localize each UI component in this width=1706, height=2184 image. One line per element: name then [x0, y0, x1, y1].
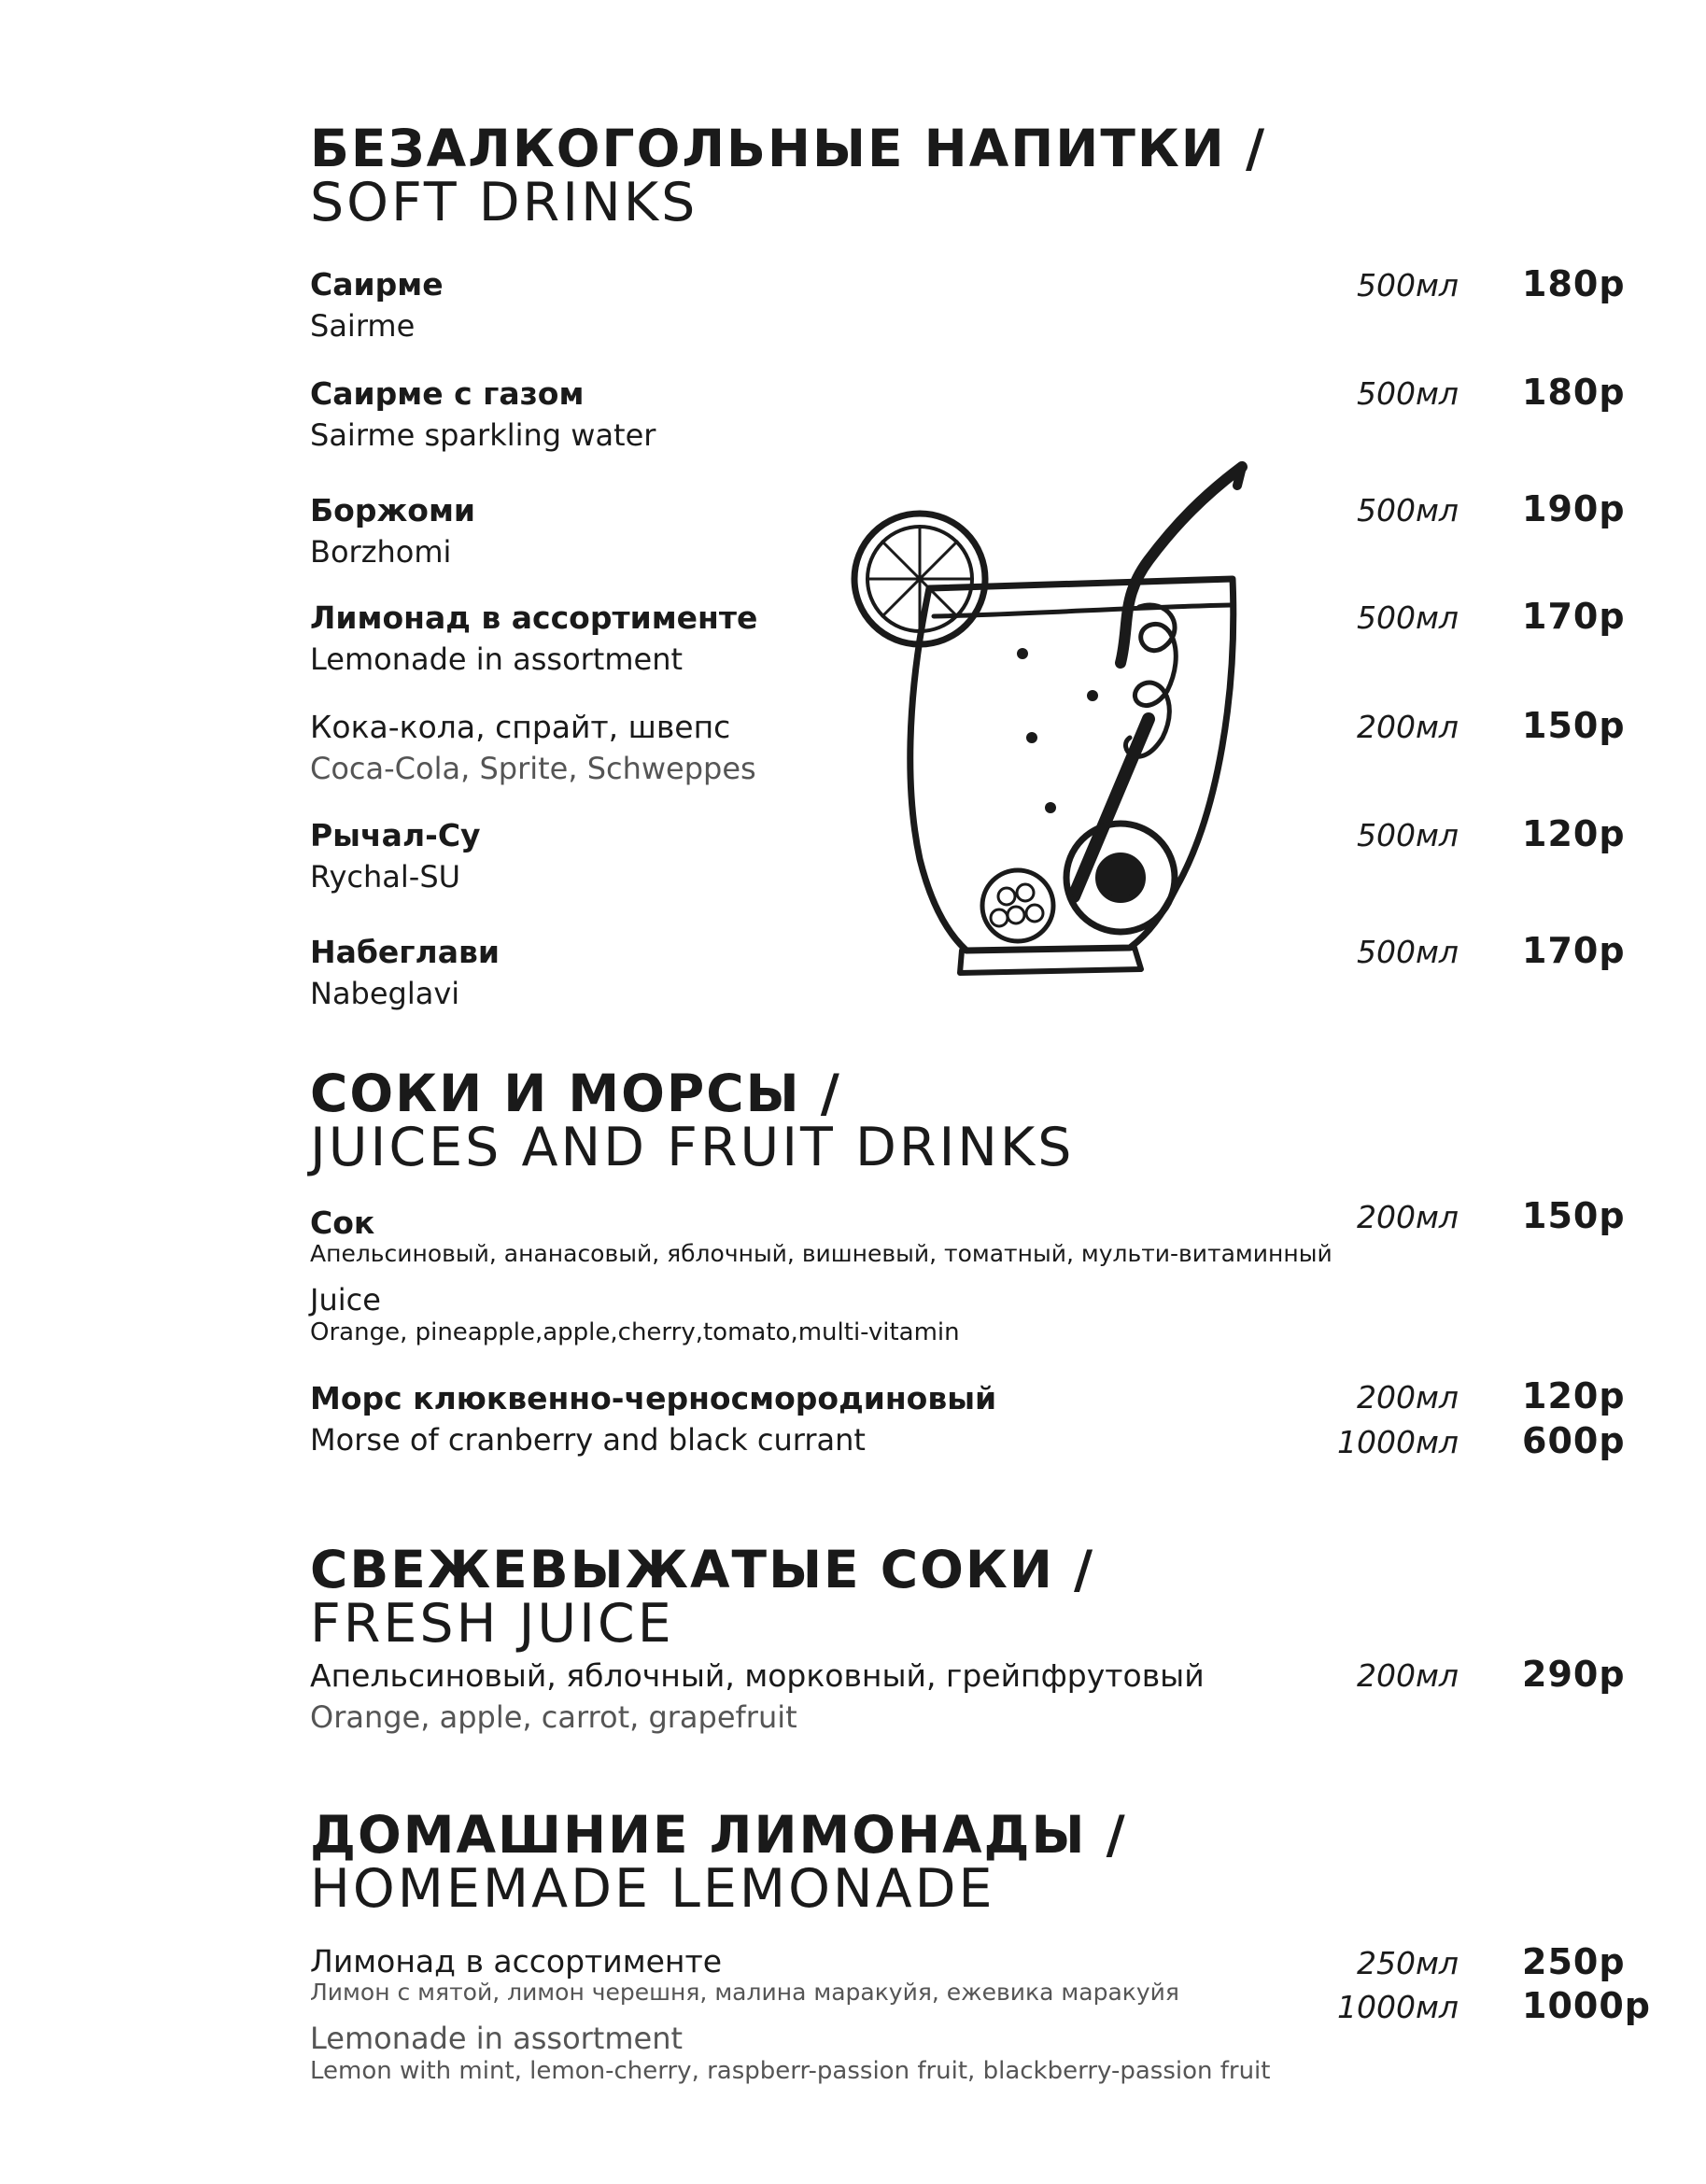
item-volume: 500мл — [1357, 375, 1459, 412]
item-volume-large: 1000мл — [1337, 1989, 1459, 2025]
item-name-en: Nabeglavi — [310, 976, 460, 1011]
item-name-ru: Саирме с газом — [310, 375, 585, 412]
item-name-ru: Сок — [310, 1205, 375, 1241]
section-title-en: FRESH JUICE — [310, 1593, 674, 1655]
item-name-en: Sairme — [310, 308, 416, 344]
item-name-en: Coca-Cola, Sprite, Schweppes — [310, 751, 756, 786]
item-price-large: 600р — [1522, 1420, 1626, 1461]
item-name-en: Orange, apple, carrot, grapefruit — [310, 1699, 797, 1735]
section-title-ru: БЕЗАЛКОГОЛЬНЫЕ НАПИТКИ / — [310, 119, 1267, 178]
item-price: 290р — [1522, 1654, 1626, 1695]
item-name-ru: Саирме — [310, 266, 444, 303]
item-volume: 500мл — [1357, 492, 1459, 528]
section-title-juices — [310, 1064, 1075, 1178]
item-name-ru: Лимонад в ассортименте — [310, 599, 758, 636]
section-title-homemade-lemonade — [310, 1805, 1127, 1920]
item-volume: 500мл — [1357, 817, 1459, 853]
section-title-ru: СОКИ И МОРСЫ / — [310, 1064, 841, 1123]
item-description-ru: Лимон с мятой, лимон черешня, малина маракуйя, ежевика маракуйя — [310, 1979, 1179, 2006]
item-price: 180р — [1522, 372, 1626, 413]
section-title-ru: СВЕЖЕВЫЖАТЫЕ СОКИ / — [310, 1540, 1095, 1599]
item-price: 170р — [1522, 596, 1626, 637]
item-price: 150р — [1522, 1195, 1626, 1236]
item-price: 190р — [1522, 488, 1626, 529]
item-volume: 200мл — [1357, 709, 1459, 745]
item-description-en: Orange, pineapple,apple,cherry,tomato,multi-vitamin — [310, 1318, 960, 1346]
item-volume: 200мл — [1357, 1379, 1459, 1416]
item-price: 150р — [1522, 705, 1626, 746]
item-name-en: Sairme sparkling water — [310, 417, 656, 453]
item-name-en: Morse of cranberry and black currant — [310, 1422, 866, 1458]
item-price-large: 1000р — [1522, 1985, 1651, 2026]
item-name-en: Rychal-SU — [310, 859, 461, 895]
item-price: 170р — [1522, 930, 1626, 971]
section-title-en: JUICES AND FRUIT DRINKS — [310, 1117, 1075, 1178]
item-volume-large: 1000мл — [1337, 1424, 1459, 1460]
item-volume: 250мл — [1357, 1945, 1459, 1981]
item-name-ru: Рычал-Су — [310, 817, 481, 853]
item-price: 250р — [1522, 1941, 1626, 1982]
item-name-en: Borzhomi — [310, 534, 452, 570]
item-volume: 500мл — [1357, 267, 1459, 303]
section-title-fresh-juice — [310, 1540, 1095, 1655]
item-price: 180р — [1522, 263, 1626, 304]
item-volume: 200мл — [1357, 1657, 1459, 1694]
cocktail-glass-illustration — [840, 458, 1251, 980]
item-name-ru: Апельсиновый, яблочный, морковный, грейпфрутовый — [310, 1657, 1205, 1694]
item-description-ru: Апельсиновый, ананасовый, яблочный, вишневый, томатный, мульти-витаминный — [310, 1240, 1332, 1267]
item-name-en: Juice — [310, 1282, 381, 1317]
item-price: 120р — [1522, 1375, 1626, 1416]
item-name-en: Lemonade in assortment — [310, 2021, 684, 2056]
item-name-ru: Боржоми — [310, 492, 476, 528]
item-name-ru: Морс клюквенно-черносмородиновый — [310, 1380, 997, 1416]
item-description-en: Lemon with mint, lemon-cherry, raspberr-passion fruit, blackberry-passion fruit — [310, 2057, 1271, 2085]
item-name-ru: Набеглави — [310, 934, 500, 970]
item-volume: 200мл — [1357, 1199, 1459, 1235]
item-name-en: Lemonade in assortment — [310, 641, 684, 677]
item-price: 120р — [1522, 813, 1626, 854]
item-volume: 500мл — [1357, 934, 1459, 970]
item-name-ru: Кока-кола, спрайт, швепс — [310, 709, 731, 745]
section-title-en: HOMEMADE LEMONADE — [310, 1858, 995, 1920]
section-title-ru: ДОМАШНИЕ ЛИМОНАДЫ / — [310, 1805, 1127, 1865]
section-title-en: SOFT DRINKS — [310, 172, 698, 233]
section-title-soft-drinks — [310, 119, 1267, 233]
item-name-ru: Лимонад в ассортименте — [310, 1943, 723, 1980]
item-volume: 500мл — [1357, 599, 1459, 636]
